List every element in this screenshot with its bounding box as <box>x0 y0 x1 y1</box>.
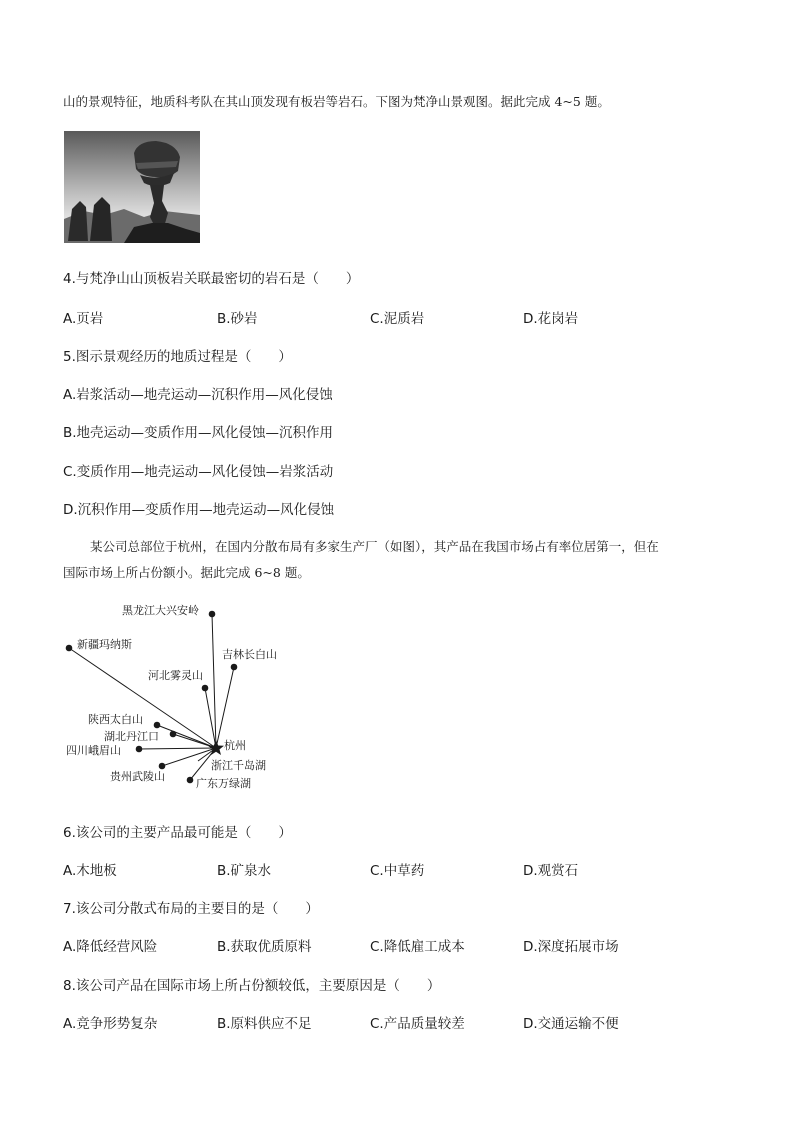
label-guangdong: 广东万绿湖 <box>196 777 251 790</box>
label-shaanxi: 陕西太白山 <box>88 713 143 726</box>
q5-option-b[interactable]: B.地壳运动—变质作用—风化侵蚀—沉积作用 <box>63 425 334 441</box>
label-sichuan: 四川峨眉山 <box>66 744 121 757</box>
q4-option-d[interactable]: D.花岗岩 <box>523 311 579 327</box>
intro-text-6-8-line2: 国际市场上所占份额小。据此完成 6~8 题。 <box>63 565 310 580</box>
label-jilin: 吉林长白山 <box>222 648 277 661</box>
q6-option-d[interactable]: D.观赏石 <box>523 863 579 879</box>
q4-option-b[interactable]: B.砂岩 <box>217 311 258 327</box>
q7-option-c[interactable]: C.降低雇工成本 <box>370 939 465 955</box>
q8-option-b[interactable]: B.原料供应不足 <box>217 1016 312 1032</box>
q8-option-c[interactable]: C.产品质量较差 <box>370 1016 465 1032</box>
q4-option-a[interactable]: A.页岩 <box>63 311 104 327</box>
question-6-stem: 6.该公司的主要产品最可能是（ ） <box>63 825 292 841</box>
label-hebei: 河北雾灵山 <box>148 669 203 682</box>
question-4-stem: 4.与梵净山山顶板岩关联最密切的岩石是（ ） <box>63 271 360 287</box>
q5-option-d[interactable]: D.沉积作用—变质作用—地壳运动—风化侵蚀 <box>63 502 335 518</box>
q6-option-c[interactable]: C.中草药 <box>370 863 425 879</box>
q5-option-c[interactable]: C.变质作用—地壳运动—风化侵蚀—岩浆活动 <box>63 464 334 480</box>
label-heilongjiang: 黑龙江大兴安岭 <box>122 604 199 617</box>
q6-option-a[interactable]: A.木地板 <box>63 863 117 879</box>
site-dot-guizhou <box>159 763 166 770</box>
q7-option-b[interactable]: B.获取优质原料 <box>217 939 312 955</box>
fanjing-mountain-photo <box>64 131 200 243</box>
hangzhou-star-icon <box>208 740 224 755</box>
question-7-stem: 7.该公司分散式布局的主要目的是（ ） <box>63 901 319 917</box>
q7-option-d[interactable]: D.深度拓展市场 <box>523 939 619 955</box>
label-hubei: 湖北丹江口 <box>104 730 159 743</box>
q8-option-a[interactable]: A.竞争形势复杂 <box>63 1016 158 1032</box>
site-dot-jilin <box>231 664 238 671</box>
site-dot-shaanxi <box>154 722 161 729</box>
q8-option-d[interactable]: D.交通运输不便 <box>523 1016 619 1032</box>
label-xinjiang: 新疆玛纳斯 <box>77 638 132 651</box>
q6-option-b[interactable]: B.矿泉水 <box>217 863 272 879</box>
label-guizhou: 贵州武陵山 <box>110 770 165 783</box>
q4-option-c[interactable]: C.泥质岩 <box>370 311 425 327</box>
site-dot-sichuan <box>136 746 143 753</box>
q5-option-a[interactable]: A.岩浆活动—地壳运动—沉积作用—风化侵蚀 <box>63 387 333 403</box>
site-dot-guangdong <box>187 777 194 784</box>
site-dot-xinjiang <box>66 645 73 652</box>
label-hangzhou: 杭州 <box>224 739 246 752</box>
intro-text-4-5: 山的景观特征，地质科考队在其山顶发现有板岩等岩石。下图为梵净山景观图。据此完成 4~5 题。 <box>63 94 610 109</box>
site-dot-hebei <box>202 685 209 692</box>
intro-text-6-8-line1: 某公司总部位于杭州，在国内分散布局有多家生产厂（如图），其产品在我国市场占有率位居第一，但在 <box>90 539 659 554</box>
site-dot-heilongjiang <box>209 611 216 618</box>
site-dot-hubei <box>170 731 177 738</box>
site-dots <box>66 611 238 784</box>
question-5-stem: 5.图示景观经历的地质过程是（ ） <box>63 349 292 365</box>
factory-distribution-map <box>60 596 300 796</box>
label-zhejiang: 浙江千岛湖 <box>211 759 266 772</box>
question-8-stem: 8.该公司产品在国际市场上所占份额较低，主要原因是（ ） <box>63 978 441 994</box>
q7-option-a[interactable]: A.降低经营风险 <box>63 939 158 955</box>
